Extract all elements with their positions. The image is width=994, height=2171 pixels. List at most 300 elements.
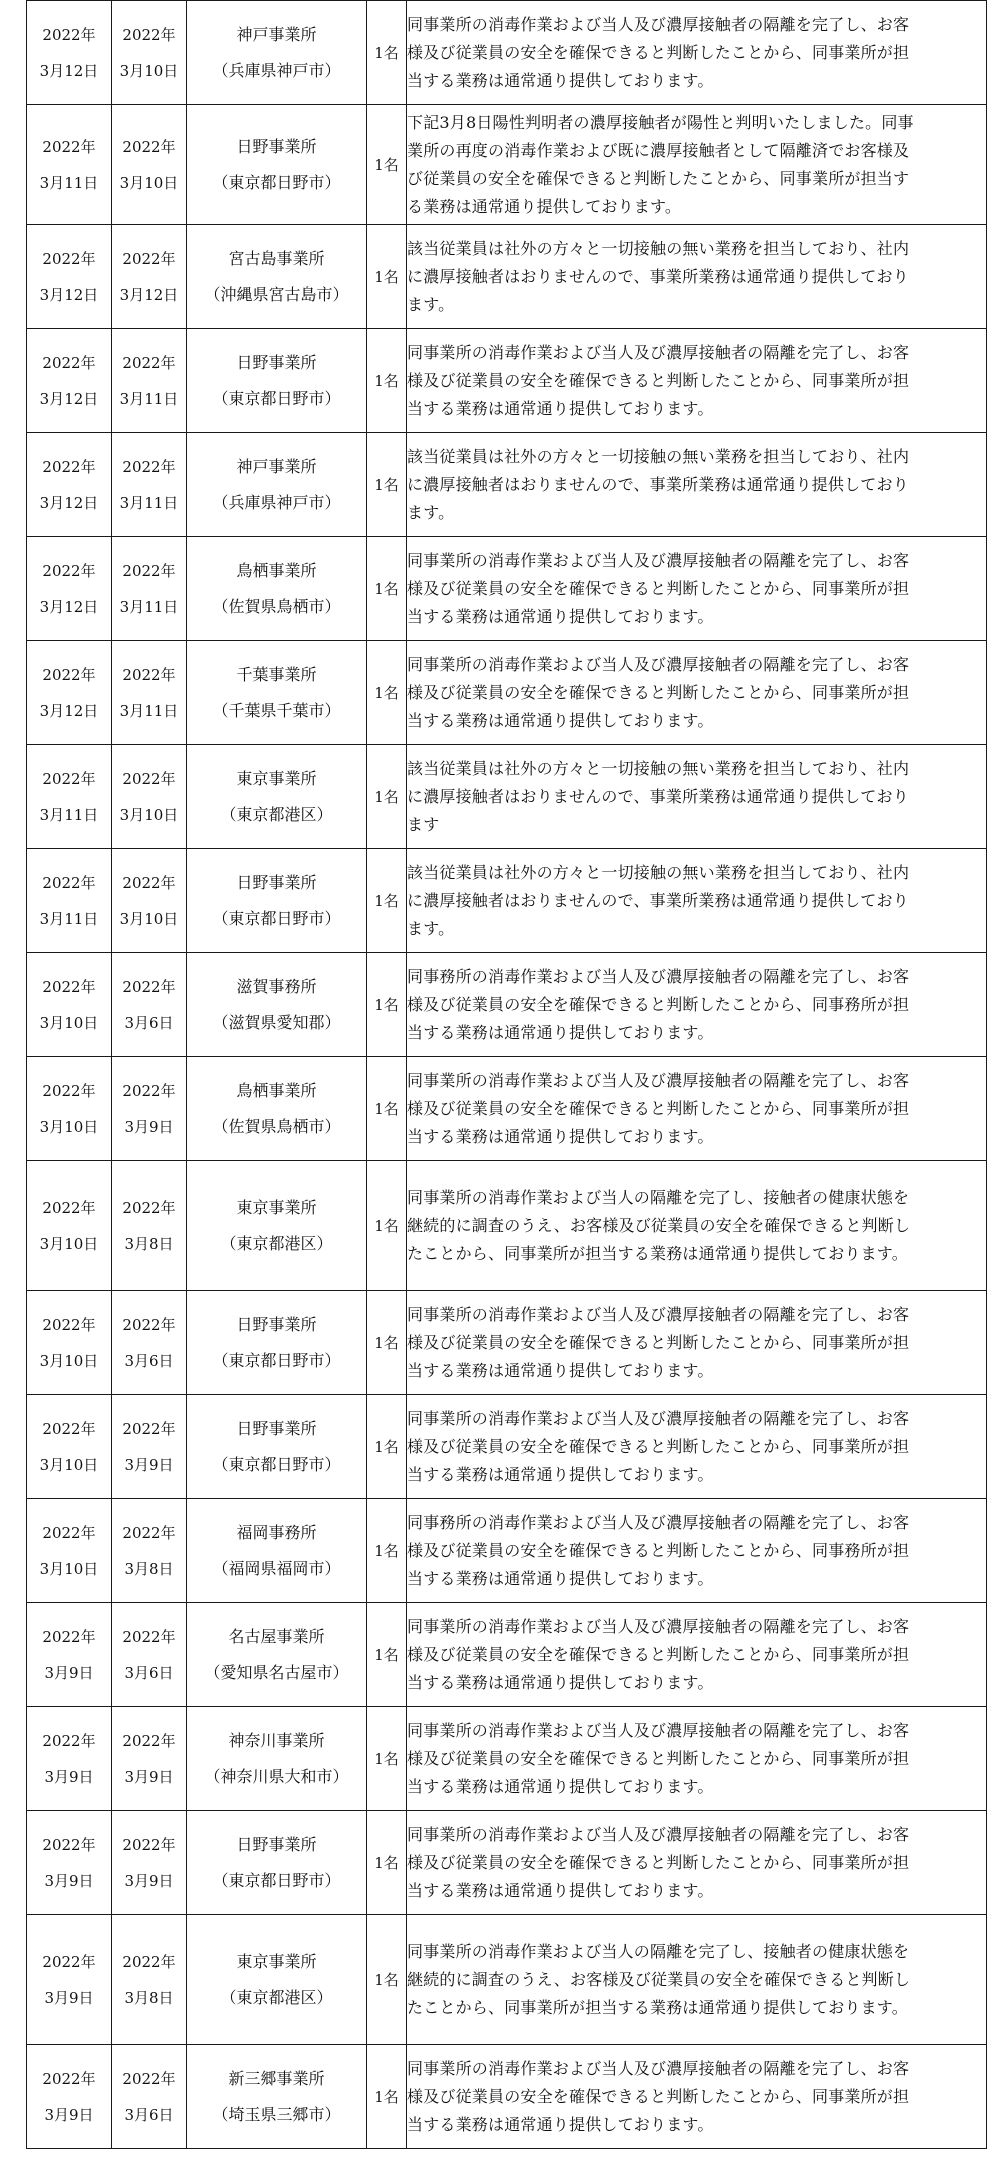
office-cell-line: （東京都日野市） xyxy=(212,172,341,192)
table-row xyxy=(27,953,987,1057)
detail-cell xyxy=(407,537,987,641)
office-cell-line: （愛知県名古屋市） xyxy=(204,1662,349,1682)
confirmed-date-cell-line: 3月6日 xyxy=(124,1663,174,1682)
count-cell: 1名 xyxy=(367,1915,407,2045)
table-row xyxy=(27,537,987,641)
confirmed-date-cell-line: 3月11日 xyxy=(119,493,179,512)
office-cell-line: （東京都日野市） xyxy=(212,1454,341,1474)
detail-cell-line: 該当従業員は社外の方々と一切接触の無い業務を担当しており、社内 xyxy=(407,758,910,778)
office-cell-line: （滋賀県愛知郡） xyxy=(212,1012,341,1032)
confirmed-date-cell-line: 2022年 xyxy=(122,665,176,684)
office-cell xyxy=(187,1395,367,1499)
detail-cell xyxy=(407,329,987,433)
detail-cell xyxy=(407,225,987,329)
detail-cell-line: 様及び従業員の安全を確保できると判断したことから、同事業所が担 xyxy=(407,42,910,62)
office-cell-line: （佐賀県鳥栖市） xyxy=(212,596,341,616)
announced-date-cell-line: 2022年 xyxy=(42,1952,96,1971)
confirmed-date-cell-line: 2022年 xyxy=(122,561,176,580)
announced-date-cell xyxy=(27,2045,112,2149)
announced-date-cell xyxy=(27,225,112,329)
office-cell-line: 神戸事業所 xyxy=(236,24,317,44)
announced-date-cell-line: 3月11日 xyxy=(39,909,99,928)
confirmed-date-cell xyxy=(112,1499,187,1603)
table-row xyxy=(27,1161,987,1291)
announced-date-cell-line: 2022年 xyxy=(42,1731,96,1750)
detail-cell-line: 同事業所の消毒作業および当人及び濃厚接触者の隔離を完了し、お客 xyxy=(407,1070,910,1090)
table-row xyxy=(27,1291,987,1395)
announced-date-cell-line: 2022年 xyxy=(42,1315,96,1334)
office-cell-line: （神奈川県大和市） xyxy=(204,1766,349,1786)
count-cell: 1名 xyxy=(367,2045,407,2149)
confirmed-date-cell-line: 3月9日 xyxy=(124,1767,174,1786)
office-cell-line: （兵庫県神戸市） xyxy=(212,60,341,80)
table-row xyxy=(27,1057,987,1161)
announced-date-cell-line: 3月9日 xyxy=(44,1767,94,1786)
office-cell-line: 千葉事業所 xyxy=(236,664,317,684)
confirmed-date-cell-line: 3月10日 xyxy=(119,173,179,192)
count-cell: 1名 xyxy=(367,1161,407,1291)
detail-cell-line: 同事業所の消毒作業および当人及び濃厚接触者の隔離を完了し、お客 xyxy=(407,1720,910,1740)
announced-date-cell xyxy=(27,1811,112,1915)
office-cell-line: 鳥栖事業所 xyxy=(236,560,317,580)
confirmed-date-cell xyxy=(112,1915,187,2045)
office-cell-line: （千葉県千葉市） xyxy=(212,700,341,720)
office-cell-line: 新三郷事業所 xyxy=(228,2068,325,2088)
detail-cell-line: 該当従業員は社外の方々と一切接触の無い業務を担当しており、社内 xyxy=(407,238,910,258)
office-cell xyxy=(187,953,367,1057)
announced-date-cell-line: 2022年 xyxy=(42,665,96,684)
confirmed-date-cell xyxy=(112,1707,187,1811)
detail-cell-line: 当する業務は通常通り提供しております。 xyxy=(407,710,714,730)
confirmed-date-cell-line: 3月11日 xyxy=(119,597,179,616)
announced-date-cell-line: 2022年 xyxy=(42,457,96,476)
detail-cell-line: 同事業所の消毒作業および当人及び濃厚接触者の隔離を完了し、お客 xyxy=(407,1616,910,1636)
announced-date-cell-line: 2022年 xyxy=(42,1419,96,1438)
office-cell-line: 宮古島事業所 xyxy=(228,248,325,268)
office-cell xyxy=(187,225,367,329)
office-cell-line: （東京都港区） xyxy=(220,1233,333,1253)
announced-date-cell-line: 2022年 xyxy=(42,1198,96,1217)
count-cell: 1名 xyxy=(367,953,407,1057)
table-row xyxy=(27,1811,987,1915)
announced-date-cell xyxy=(27,849,112,953)
office-cell-line: 東京事業所 xyxy=(236,1197,317,1217)
confirmed-date-cell-line: 2022年 xyxy=(122,1835,176,1854)
detail-cell-line: 同事業所の消毒作業および当人の隔離を完了し、接触者の健康状態を xyxy=(407,1941,910,1961)
confirmed-date-cell-line: 2022年 xyxy=(122,457,176,476)
announced-date-cell-line: 3月10日 xyxy=(39,1559,99,1578)
table-row xyxy=(27,1499,987,1603)
office-cell-line: （東京都港区） xyxy=(220,1987,333,2007)
detail-cell xyxy=(407,2045,987,2149)
announced-date-cell-line: 3月9日 xyxy=(44,2105,94,2124)
announced-date-cell-line: 3月9日 xyxy=(44,1988,94,2007)
detail-cell-line: 同事務所の消毒作業および当人及び濃厚接触者の隔離を完了し、お客 xyxy=(407,966,910,986)
announced-date-cell-line: 2022年 xyxy=(42,1523,96,1542)
detail-cell-line: 当する業務は通常通り提供しております。 xyxy=(407,1464,714,1484)
detail-cell-line: 当する業務は通常通り提供しております。 xyxy=(407,1672,714,1692)
confirmed-date-cell-line: 2022年 xyxy=(122,873,176,892)
office-cell xyxy=(187,1811,367,1915)
detail-cell-line: 同事業所の消毒作業および当人及び濃厚接触者の隔離を完了し、お客 xyxy=(407,1824,910,1844)
count-cell: 1名 xyxy=(367,537,407,641)
office-cell-line: 日野事業所 xyxy=(236,136,317,156)
office-cell-line: 福岡事務所 xyxy=(236,1522,317,1542)
announced-date-cell-line: 3月10日 xyxy=(39,1117,99,1136)
announced-date-cell xyxy=(27,1057,112,1161)
detail-cell-line: 同事業所の消毒作業および当人及び濃厚接触者の隔離を完了し、お客 xyxy=(407,342,910,362)
detail-cell-line: 同事業所の消毒作業および当人及び濃厚接触者の隔離を完了し、お客 xyxy=(407,14,910,34)
count-cell: 1名 xyxy=(367,849,407,953)
count-cell: 1名 xyxy=(367,745,407,849)
announced-date-cell-line: 3月12日 xyxy=(39,493,99,512)
report-table-body xyxy=(27,1,987,2149)
count-cell: 1名 xyxy=(367,1057,407,1161)
announced-date-cell-line: 2022年 xyxy=(42,25,96,44)
announced-date-cell xyxy=(27,641,112,745)
announced-date-cell-line: 3月10日 xyxy=(39,1455,99,1474)
announced-date-cell-line: 3月11日 xyxy=(39,805,99,824)
announced-date-cell xyxy=(27,953,112,1057)
detail-cell-line: 様及び従業員の安全を確保できると判断したことから、同事業所が担 xyxy=(407,682,910,702)
detail-cell-line: 当する業務は通常通り提供しております。 xyxy=(407,1568,714,1588)
office-cell-line: 東京事業所 xyxy=(236,1951,317,1971)
confirmed-date-cell-line: 2022年 xyxy=(122,1315,176,1334)
confirmed-date-cell-line: 2022年 xyxy=(122,1419,176,1438)
confirmed-date-cell-line: 2022年 xyxy=(122,353,176,372)
detail-cell-line: に濃厚接触者はおりませんので、事業所業務は通常通り提供しており xyxy=(407,474,909,494)
count-cell: 1名 xyxy=(367,1395,407,1499)
detail-cell xyxy=(407,1,987,105)
detail-cell xyxy=(407,1395,987,1499)
count-cell: 1名 xyxy=(367,105,407,225)
count-cell: 1名 xyxy=(367,1811,407,1915)
detail-cell-line: 様及び従業員の安全を確保できると判断したことから、同事業所が担 xyxy=(407,1436,910,1456)
detail-cell xyxy=(407,1057,987,1161)
count-cell: 1名 xyxy=(367,433,407,537)
office-cell-line: 日野事業所 xyxy=(236,872,317,892)
announced-date-cell-line: 2022年 xyxy=(42,977,96,996)
confirmed-date-cell xyxy=(112,433,187,537)
announced-date-cell-line: 3月12日 xyxy=(39,701,99,720)
announced-date-cell xyxy=(27,329,112,433)
confirmed-date-cell-line: 3月10日 xyxy=(119,805,179,824)
office-cell-line: （兵庫県神戸市） xyxy=(212,492,341,512)
confirmed-date-cell-line: 2022年 xyxy=(122,1523,176,1542)
detail-cell-line: ます。 xyxy=(407,294,455,314)
announced-date-cell-line: 2022年 xyxy=(42,873,96,892)
detail-cell xyxy=(407,1291,987,1395)
detail-cell-line: 同事務所の消毒作業および当人及び濃厚接触者の隔離を完了し、お客 xyxy=(407,1512,910,1532)
detail-cell-line: 当する業務は通常通り提供しております。 xyxy=(407,398,714,418)
office-cell-line: （佐賀県鳥栖市） xyxy=(212,1116,341,1136)
detail-cell xyxy=(407,105,987,225)
count-cell: 1名 xyxy=(367,329,407,433)
office-cell xyxy=(187,329,367,433)
detail-cell-line: 様及び従業員の安全を確保できると判断したことから、同事業所が担 xyxy=(407,1644,910,1664)
confirmed-date-cell-line: 2022年 xyxy=(122,249,176,268)
announced-date-cell xyxy=(27,745,112,849)
confirmed-date-cell-line: 2022年 xyxy=(122,1198,176,1217)
announced-date-cell-line: 3月10日 xyxy=(39,1234,99,1253)
confirmed-date-cell xyxy=(112,849,187,953)
detail-cell-line: 当する業務は通常通り提供しております。 xyxy=(407,70,714,90)
detail-cell-line: に濃厚接触者はおりませんので、事業所業務は通常通り提供しており xyxy=(407,890,909,910)
detail-cell-line: 同事業所の消毒作業および当人及び濃厚接触者の隔離を完了し、お客 xyxy=(407,1304,910,1324)
detail-cell-line: 様及び従業員の安全を確保できると判断したことから、同事業所が担 xyxy=(407,1332,910,1352)
announced-date-cell xyxy=(27,1499,112,1603)
detail-cell-line: 様及び従業員の安全を確保できると判断したことから、同事業所が担 xyxy=(407,1852,910,1872)
confirmed-date-cell-line: 2022年 xyxy=(122,25,176,44)
detail-cell xyxy=(407,433,987,537)
detail-cell xyxy=(407,1707,987,1811)
office-cell xyxy=(187,1915,367,2045)
detail-cell xyxy=(407,1811,987,1915)
confirmed-date-cell-line: 3月9日 xyxy=(124,1871,174,1890)
office-cell xyxy=(187,849,367,953)
table-row xyxy=(27,745,987,849)
office-cell xyxy=(187,2045,367,2149)
count-cell: 1名 xyxy=(367,1603,407,1707)
detail-cell-line: る業務は通常通り提供しております。 xyxy=(407,196,682,216)
detail-cell-line: 様及び従業員の安全を確保できると判断したことから、同事業所が担 xyxy=(407,1098,910,1118)
confirmed-date-cell xyxy=(112,225,187,329)
confirmed-date-cell xyxy=(112,953,187,1057)
table-row xyxy=(27,1395,987,1499)
confirmed-date-cell xyxy=(112,329,187,433)
confirmed-date-cell xyxy=(112,1291,187,1395)
announced-date-cell-line: 2022年 xyxy=(42,769,96,788)
detail-cell-line: 該当従業員は社外の方々と一切接触の無い業務を担当しており、社内 xyxy=(407,862,910,882)
confirmed-date-cell-line: 3月10日 xyxy=(119,61,179,80)
announced-date-cell-line: 3月10日 xyxy=(39,1013,99,1032)
office-cell-line: 神戸事業所 xyxy=(236,456,317,476)
announced-date-cell-line: 3月12日 xyxy=(39,285,99,304)
count-cell: 1名 xyxy=(367,225,407,329)
announced-date-cell-line: 3月12日 xyxy=(39,597,99,616)
detail-cell-line: ます。 xyxy=(407,918,455,938)
confirmed-date-cell-line: 2022年 xyxy=(122,137,176,156)
confirmed-date-cell xyxy=(112,1603,187,1707)
detail-cell-line: 同事業所の消毒作業および当人及び濃厚接触者の隔離を完了し、お客 xyxy=(407,1408,910,1428)
office-cell xyxy=(187,433,367,537)
office-cell-line: （東京都日野市） xyxy=(212,1350,341,1370)
confirmed-date-cell-line: 3月11日 xyxy=(119,701,179,720)
detail-cell-line: 当する業務は通常通り提供しております。 xyxy=(407,606,714,626)
table-row xyxy=(27,1,987,105)
detail-cell-line: 当する業務は通常通り提供しております。 xyxy=(407,1360,714,1380)
announced-date-cell-line: 2022年 xyxy=(42,1835,96,1854)
announced-date-cell xyxy=(27,105,112,225)
office-cell-line: 神奈川事業所 xyxy=(228,1730,325,1750)
confirmed-date-cell-line: 3月6日 xyxy=(124,2105,174,2124)
office-cell xyxy=(187,1499,367,1603)
announced-date-cell xyxy=(27,1161,112,1291)
office-cell xyxy=(187,641,367,745)
detail-cell-line: に濃厚接触者はおりませんので、事業所業務は通常通り提供しており xyxy=(407,786,909,806)
office-cell-line: （東京都日野市） xyxy=(212,908,341,928)
announced-date-cell-line: 3月10日 xyxy=(39,1351,99,1370)
announced-date-cell-line: 3月11日 xyxy=(39,173,99,192)
table-row xyxy=(27,1915,987,2045)
detail-cell-line: 当する業務は通常通り提供しております。 xyxy=(407,1022,714,1042)
table-row xyxy=(27,641,987,745)
table-row xyxy=(27,2045,987,2149)
count-cell: 1名 xyxy=(367,641,407,745)
table-row xyxy=(27,329,987,433)
office-cell xyxy=(187,1603,367,1707)
office-cell xyxy=(187,105,367,225)
detail-cell-line: 同事業所の消毒作業および当人の隔離を完了し、接触者の健康状態を xyxy=(407,1187,910,1207)
office-cell-line: （東京都港区） xyxy=(220,804,333,824)
confirmed-date-cell xyxy=(112,2045,187,2149)
confirmed-date-cell-line: 3月9日 xyxy=(124,1117,174,1136)
detail-cell-line: 業所の再度の消毒作業および既に濃厚接触者として隔離済でお客様及 xyxy=(407,140,910,160)
announced-date-cell xyxy=(27,1707,112,1811)
office-cell-line: 日野事業所 xyxy=(236,1418,317,1438)
office-cell-line: （埼玉県三郷市） xyxy=(212,2104,341,2124)
office-cell xyxy=(187,1707,367,1811)
announced-date-cell-line: 2022年 xyxy=(42,353,96,372)
confirmed-date-cell-line: 2022年 xyxy=(122,977,176,996)
detail-cell-line: 同事業所の消毒作業および当人及び濃厚接触者の隔離を完了し、お客 xyxy=(407,654,910,674)
detail-cell-line: 当する業務は通常通り提供しております。 xyxy=(407,2114,714,2134)
detail-cell xyxy=(407,953,987,1057)
announced-date-cell-line: 3月9日 xyxy=(44,1663,94,1682)
table-row xyxy=(27,225,987,329)
detail-cell-line: 様及び従業員の安全を確保できると判断したことから、同事務所が担 xyxy=(407,1540,910,1560)
announced-date-cell-line: 2022年 xyxy=(42,2069,96,2088)
office-cell-line: 東京事業所 xyxy=(236,768,317,788)
count-cell: 1名 xyxy=(367,1,407,105)
table-row xyxy=(27,1603,987,1707)
confirmed-date-cell xyxy=(112,1,187,105)
confirmed-date-cell xyxy=(112,105,187,225)
confirmed-date-cell-line: 3月12日 xyxy=(119,285,179,304)
table-row xyxy=(27,105,987,225)
detail-cell-line: 様及び従業員の安全を確保できると判断したことから、同事業所が担 xyxy=(407,2086,910,2106)
detail-cell-line: 当する業務は通常通り提供しております。 xyxy=(407,1126,714,1146)
office-cell-line: 日野事業所 xyxy=(236,352,317,372)
detail-cell-line: 当する業務は通常通り提供しております。 xyxy=(407,1880,714,1900)
detail-cell-line: 様及び従業員の安全を確保できると判断したことから、同事務所が担 xyxy=(407,994,910,1014)
announced-date-cell-line: 3月12日 xyxy=(39,61,99,80)
office-cell xyxy=(187,745,367,849)
announced-date-cell-line: 3月9日 xyxy=(44,1871,94,1890)
detail-cell-line: たことから、同事業所が担当する業務は通常通り提供しております。 xyxy=(407,1997,908,2017)
count-cell: 1名 xyxy=(367,1499,407,1603)
confirmed-date-cell-line: 3月8日 xyxy=(124,1559,174,1578)
detail-cell-line: ます xyxy=(407,814,440,834)
announced-date-cell xyxy=(27,1915,112,2045)
detail-cell xyxy=(407,1915,987,2045)
detail-cell-line: 様及び従業員の安全を確保できると判断したことから、同事業所が担 xyxy=(407,370,910,390)
confirmed-date-cell xyxy=(112,641,187,745)
confirmed-date-cell xyxy=(112,1057,187,1161)
announced-date-cell-line: 2022年 xyxy=(42,561,96,580)
announced-date-cell xyxy=(27,1603,112,1707)
detail-cell-line: 当する業務は通常通り提供しております。 xyxy=(407,1776,714,1796)
office-cell-line: （福岡県福岡市） xyxy=(212,1558,341,1578)
announced-date-cell xyxy=(27,1395,112,1499)
office-cell-line: （沖縄県宮古島市） xyxy=(204,284,349,304)
announced-date-cell-line: 2022年 xyxy=(42,249,96,268)
office-cell-line: 名古屋事業所 xyxy=(228,1626,325,1646)
office-cell xyxy=(187,1057,367,1161)
confirmed-date-cell-line: 2022年 xyxy=(122,1731,176,1750)
announced-date-cell xyxy=(27,433,112,537)
announced-date-cell xyxy=(27,537,112,641)
confirmed-date-cell xyxy=(112,537,187,641)
announced-date-cell-line: 2022年 xyxy=(42,1627,96,1646)
detail-cell-line: 様及び従業員の安全を確保できると判断したことから、同事業所が担 xyxy=(407,578,910,598)
announced-date-cell-line: 2022年 xyxy=(42,1081,96,1100)
detail-cell-line: ます。 xyxy=(407,502,455,522)
office-cell-line: （東京都日野市） xyxy=(212,388,341,408)
infection-report-table xyxy=(26,0,987,2149)
detail-cell xyxy=(407,1161,987,1291)
detail-cell xyxy=(407,849,987,953)
detail-cell-line: 同事業所の消毒作業および当人及び濃厚接触者の隔離を完了し、お客 xyxy=(407,2058,910,2078)
confirmed-date-cell xyxy=(112,1395,187,1499)
detail-cell xyxy=(407,745,987,849)
count-cell: 1名 xyxy=(367,1291,407,1395)
detail-cell-line: 継続的に調査のうえ、お客様及び従業員の安全を確保できると判断し xyxy=(407,1215,911,1235)
announced-date-cell-line: 2022年 xyxy=(42,137,96,156)
confirmed-date-cell-line: 2022年 xyxy=(122,1627,176,1646)
confirmed-date-cell-line: 3月6日 xyxy=(124,1351,174,1370)
detail-cell-line: 様及び従業員の安全を確保できると判断したことから、同事業所が担 xyxy=(407,1748,910,1768)
detail-cell-line: 同事業所の消毒作業および当人及び濃厚接触者の隔離を完了し、お客 xyxy=(407,550,910,570)
office-cell xyxy=(187,1291,367,1395)
announced-date-cell xyxy=(27,1291,112,1395)
office-cell xyxy=(187,537,367,641)
office-cell xyxy=(187,1,367,105)
detail-cell-line: 下記3月8日陽性判明者の濃厚接触者が陽性と判明いたしました。同事 xyxy=(407,112,914,132)
confirmed-date-cell xyxy=(112,1811,187,1915)
table-row xyxy=(27,1707,987,1811)
confirmed-date-cell-line: 3月8日 xyxy=(124,1988,174,2007)
detail-cell-line: 継続的に調査のうえ、お客様及び従業員の安全を確保できると判断し xyxy=(407,1969,911,1989)
office-cell-line: 日野事業所 xyxy=(236,1834,317,1854)
confirmed-date-cell-line: 3月10日 xyxy=(119,909,179,928)
confirmed-date-cell xyxy=(112,745,187,849)
confirmed-date-cell-line: 2022年 xyxy=(122,1081,176,1100)
confirmed-date-cell-line: 3月8日 xyxy=(124,1234,174,1253)
confirmed-date-cell-line: 2022年 xyxy=(122,1952,176,1971)
detail-cell xyxy=(407,641,987,745)
confirmed-date-cell xyxy=(112,1161,187,1291)
office-cell xyxy=(187,1161,367,1291)
table-row xyxy=(27,433,987,537)
confirmed-date-cell-line: 3月9日 xyxy=(124,1455,174,1474)
office-cell-line: 滋賀事務所 xyxy=(236,976,317,996)
count-cell: 1名 xyxy=(367,1707,407,1811)
detail-cell xyxy=(407,1603,987,1707)
detail-cell-line: び従業員の安全を確保できると判断したことから、同事業所が担当す xyxy=(407,168,910,188)
office-cell-line: 日野事業所 xyxy=(236,1314,317,1334)
confirmed-date-cell-line: 2022年 xyxy=(122,769,176,788)
detail-cell xyxy=(407,1499,987,1603)
table-row xyxy=(27,849,987,953)
detail-cell-line: 該当従業員は社外の方々と一切接触の無い業務を担当しており、社内 xyxy=(407,446,910,466)
confirmed-date-cell-line: 3月6日 xyxy=(124,1013,174,1032)
detail-cell-line: たことから、同事業所が担当する業務は通常通り提供しております。 xyxy=(407,1243,908,1263)
announced-date-cell xyxy=(27,1,112,105)
confirmed-date-cell-line: 2022年 xyxy=(122,2069,176,2088)
detail-cell-line: に濃厚接触者はおりませんので、事業所業務は通常通り提供しており xyxy=(407,266,909,286)
office-cell-line: （東京都日野市） xyxy=(212,1870,341,1890)
